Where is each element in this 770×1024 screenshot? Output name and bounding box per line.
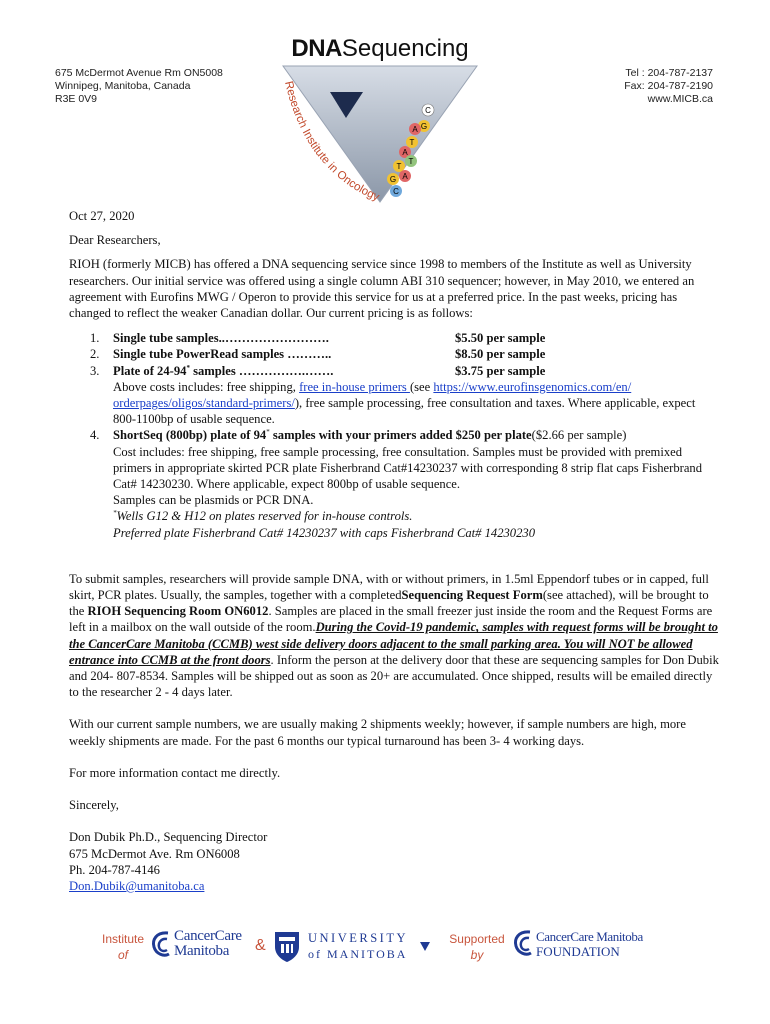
covid-instructions: During the Covid-19 pandemic, samples with request forms will be brought to the CancerCare Manitoba (CCMB) west side delivery doors adjacent to the small parking area. You will NOT be allowed entrance into CCMB at the front doors [69,620,718,667]
more-info-line: For more information contact me directly. [69,765,281,780]
pricing-item: 3. Plate of 24-94* samples …………….……. $3.75 per sample [90,363,546,378]
address-line: Winnipeg, Manitoba, Canada [55,80,191,92]
signature-phone: Ph. 204-787-4146 [69,862,160,877]
pricing-label: Single tube samples..……………………. [113,331,329,346]
fax-line: Fax: 204-787-2190 [624,80,713,92]
website-line: www.MICB.ca [647,93,713,105]
pricing-price: $8.50 per sample [455,347,546,362]
logo-title: DNASequencing [291,35,469,62]
intro-paragraph: RIOH (formerly MICB) has offered a DNA sequencing service since 1998 to members of the Institute as well as University researchers. Our initial service was offered using a single column ABI 310 sequencer; however, in May 2010, we entered an agreement with Eurofins MWG / Operon to provide this service for us at a preferred price. In the past weeks, pricing has changed to reflect the weaker Canadian dollar. Our current pricing is as follows: [69,257,695,321]
base-label: G [389,175,397,184]
base-label: T [409,138,415,147]
dna-sequencing-logo [265,36,495,215]
base-label: A [412,125,418,134]
base-label: G [420,122,428,131]
foundation-swirl-icon [512,929,534,959]
pricing-list [69,330,721,541]
pricing-item-3-note: Above costs includes: free shipping, free in-house primers (see https://www.eurofinsgenomics.com/en/ orderpages/oligos/standard-primers/), free sample processing, free consultation and taxes. Where applicable, expect 800-1100bp of usable sequence. [113,379,696,427]
cancercare-swirl-icon [150,930,172,960]
closing: Sincerely, [69,798,119,813]
base-label: C [393,187,399,196]
base-label: T [408,157,414,166]
shipments-paragraph: With our current sample numbers, we are usually making 2 shipments weekly; however, if sample numbers are high, more weekly shipments are made. For the past 6 months our typical turnaround has been 3- 4 working days. [69,717,686,748]
base-label: A [402,172,408,181]
pricing-label: Plate of 24-94* samples …………….……. [113,363,334,378]
in-house-primers-link[interactable]: free in-house primers [299,379,410,394]
institute-of-label: Institute of [102,932,145,962]
email-link[interactable]: Don.Dubik@umanitoba.ca [69,878,205,893]
preferred-plate-note: Preferred plate Fisherbrand Cat# 14230237 with caps Fisherbrand Cat# 14230230 [113,525,535,540]
base-label: A [402,148,408,157]
cancercare-manitoba-logo: CancerCare Manitoba [150,930,172,965]
letter-date: Oct 27, 2020 [69,209,135,223]
base-label: C [425,106,431,115]
pricing-label: Single tube PowerRead samples ……….. [113,347,332,362]
cancercare-foundation-logo: CancerCare Manitoba FOUNDATION [512,929,534,964]
base-label: T [396,162,402,171]
eurofins-primers-link[interactable]: https://www.eurofinsgenomics.com/en/ orderpages/oligos/standard-primers/ [113,379,632,411]
pricing-price: $5.50 per sample [455,331,546,346]
pricing-item: 2. Single tube PowerRead samples ……….. $8.50 per sample [90,347,546,362]
university-of-manitoba-logo: UNIVERSITY of MANITOBA [272,929,302,968]
pricing-price: $3.75 per sample [455,363,546,378]
letter-body [69,208,721,894]
logo-graphic [265,62,495,210]
plate-footnote: *Wells G12 & H12 on plates reserved for in-house controls. [113,509,413,524]
signature-block [69,829,721,894]
logo-arc-text: Research Institute in Oncology [282,80,381,204]
signature-address: 675 McDermot Ave. Rm ON6008 [69,846,240,861]
signature-name: Don Dubik Ph.D., Sequencing Director [69,830,268,845]
university-crest-icon [272,929,302,963]
pricing-item: 4. ShortSeq (800bp) plate of 94* samples with your primers added $250 per plate($2.66 per sample) [90,428,627,443]
triangle-separator-icon [420,938,430,956]
tel-line: Tel : 204-787-2137 [625,67,713,79]
salutation: Dear Researchers, [69,233,161,248]
address-line: 675 McDermot Avenue Rm ON5008 [55,67,223,79]
sender-address [55,67,223,106]
supported-by-label: Supported by [449,932,505,962]
ampersand: & [255,937,266,954]
address-line: R3E 0V9 [55,93,98,105]
pricing-item: 1. Single tube samples..……………………. $5.50 per sample [90,331,546,346]
item-4-note-2: Samples can be plasmids or PCR DNA. [113,493,314,508]
sender-contact [624,67,713,106]
item-4-note: Cost includes: free shipping, free sample processing, free consultation. Samples must be provided with premixed primers in appropriate skirted PCR plate Fisherbrand Cat#14230237 with corresponding 8 strip flat caps Fisherbrand Cat# 14230230. Where applicable, expect 800bp of usable sequence. [113,444,702,492]
submission-paragraph: To submit samples, researchers will provide sample DNA, with or without primers, in 1.5ml Eppendorf tubes or in capped, full skirt, PCR plates. Usually, the samples, together with a completedSequencing Request Form(see attached), will be brought to the RIOH Sequencing Room ON6012. Samples are placed in the small freezer just inside the room and the Request Forms are left in a mailbox on the wall outside of the room.During the Covid-19 pandemic, samples with request forms will be brought to the CancerCare Manitoba (CCMB) west side delivery doors adjacent to the small parking area. You will NOT be allowed entrance into CCMB at the front doors. Inform the person at the delivery door that these are sequencing samples for Don Dubik and 204- 807-8534. Samples will be shipped out as soon as 20+ are accumulated. Once shipped, results will be emailed directly to the researcher 2 - 4 days later. [69,571,719,700]
